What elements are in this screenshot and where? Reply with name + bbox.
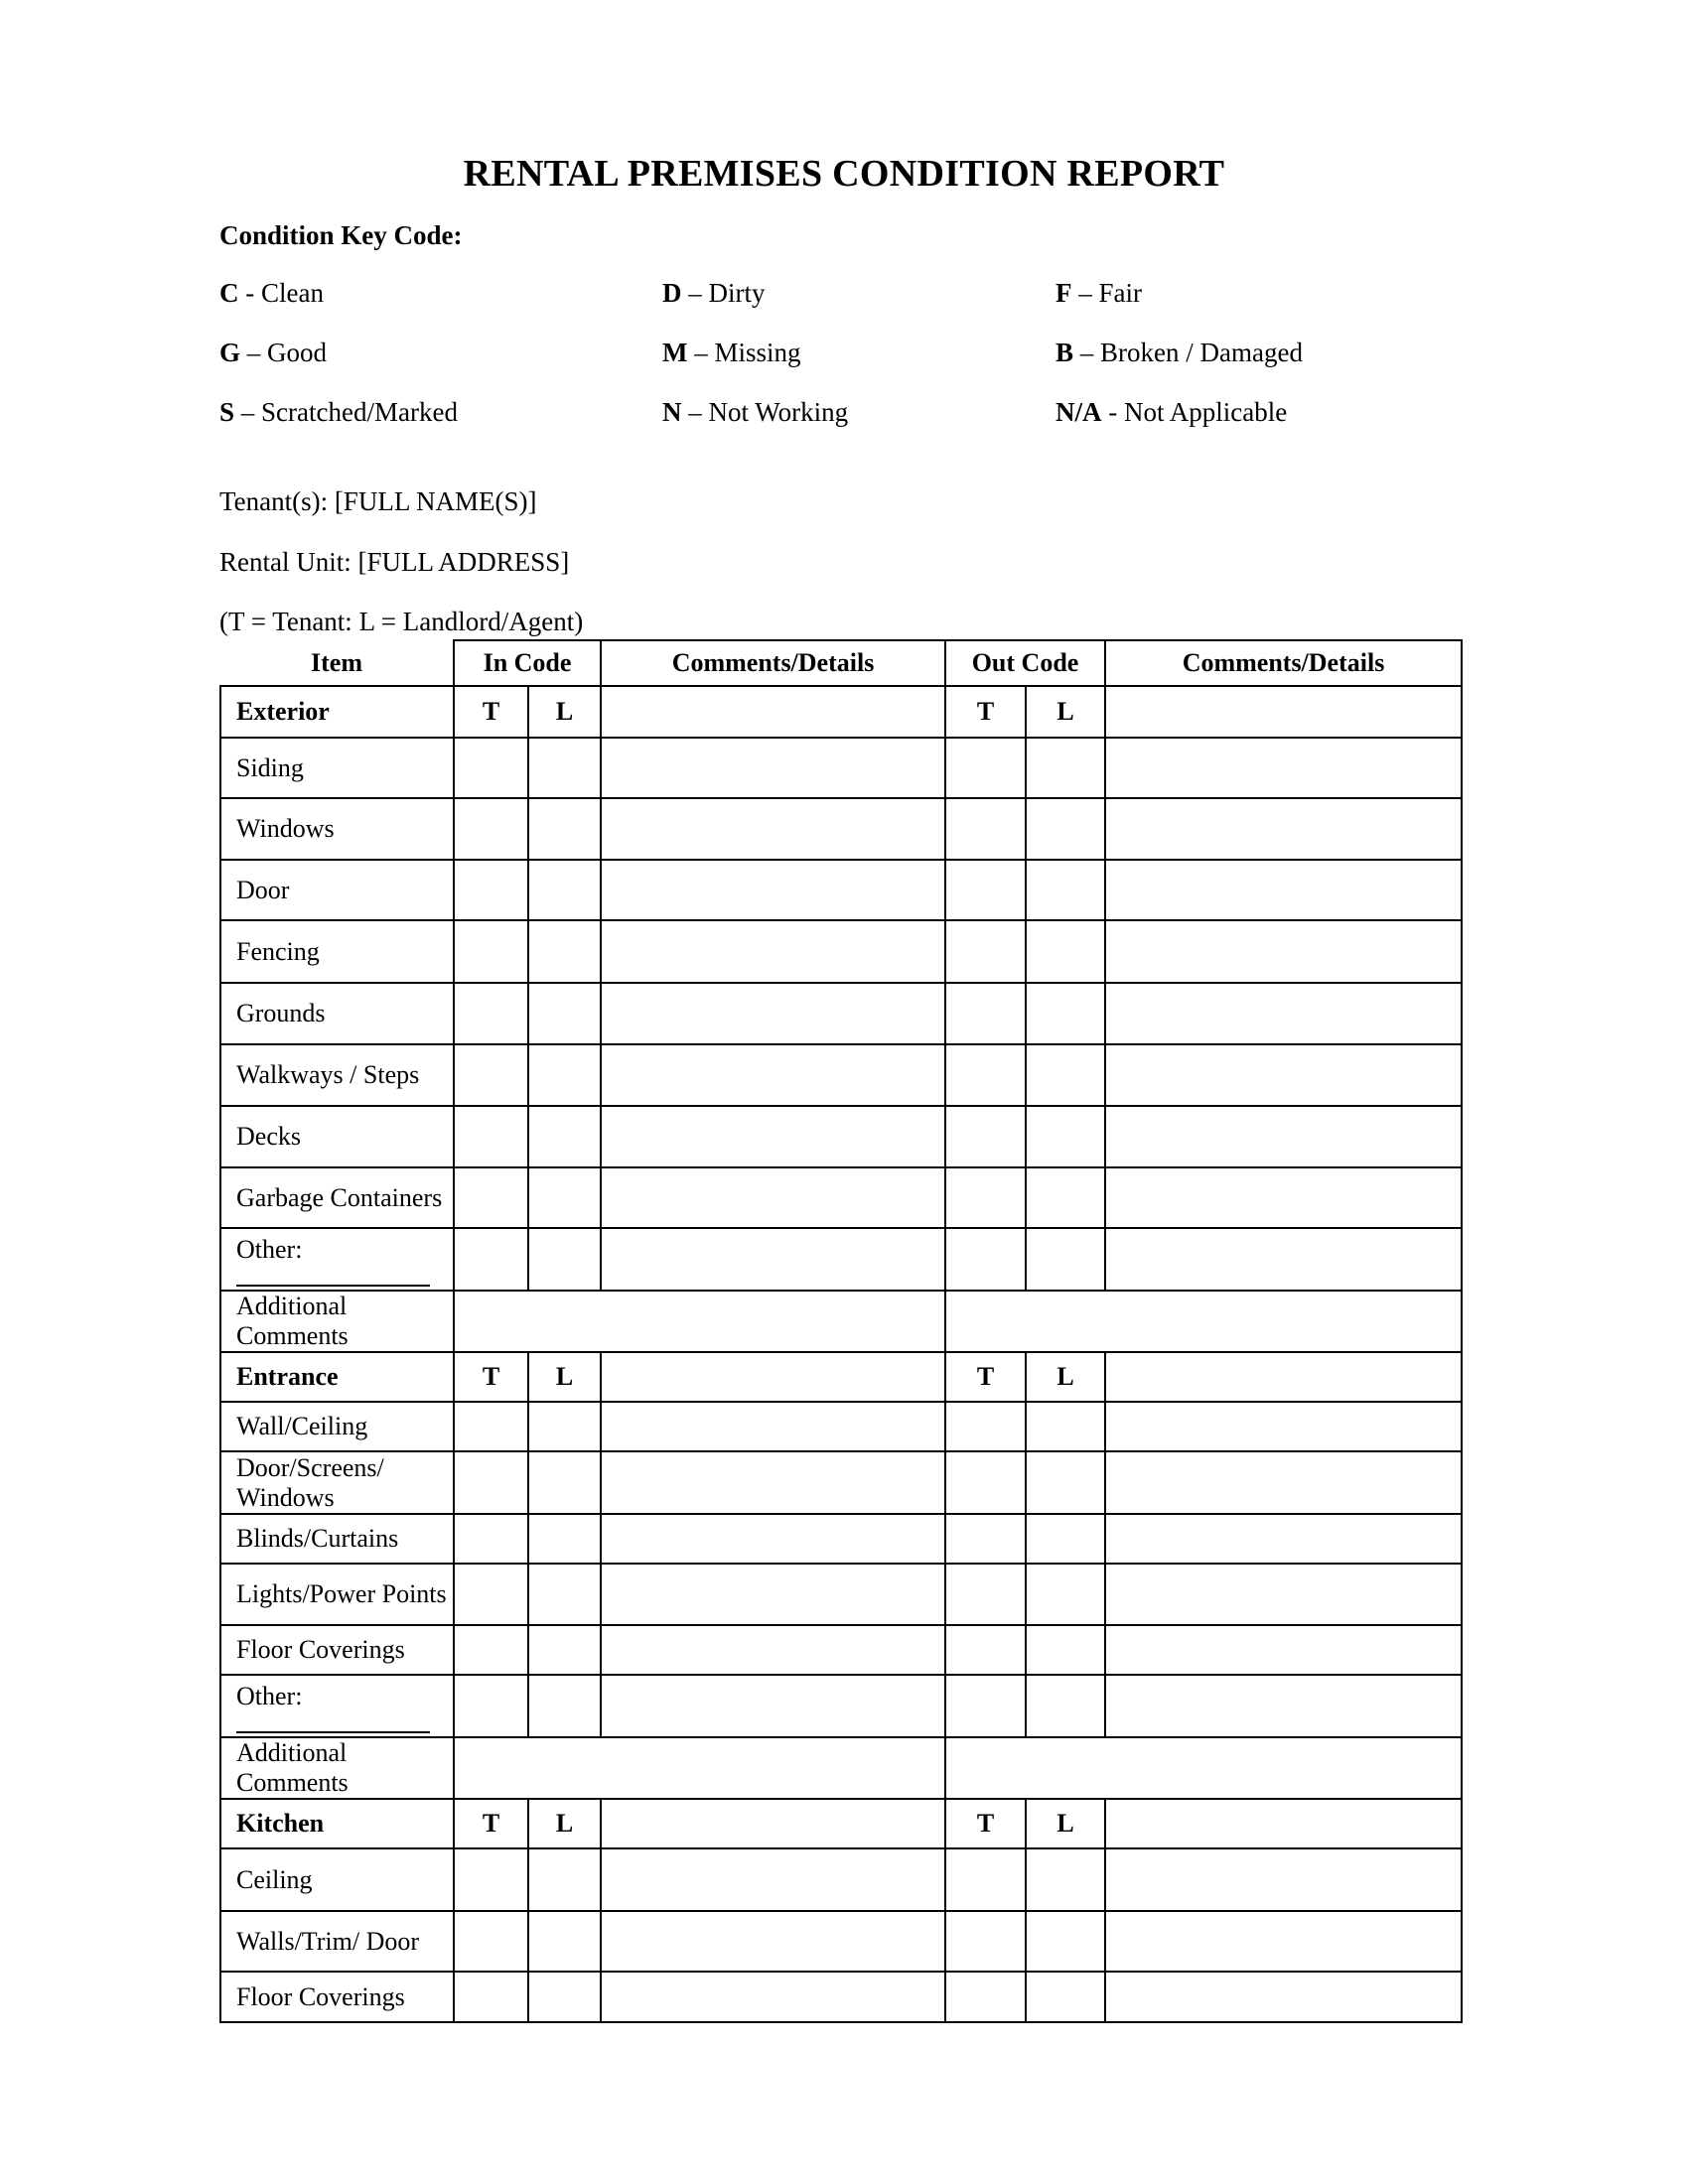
out-l-cell[interactable] xyxy=(1026,1167,1105,1228)
header-comments-out: Comments/Details xyxy=(1105,640,1462,686)
out-l-cell[interactable] xyxy=(1026,1228,1105,1291)
item-label: Fencing xyxy=(220,920,454,983)
table-row xyxy=(220,983,1462,1044)
item-label: Blinds/Curtains xyxy=(220,1514,454,1564)
in-l-cell[interactable] xyxy=(528,1228,601,1291)
table-row xyxy=(220,1564,1462,1625)
additional-comments-out-cell[interactable] xyxy=(945,1291,1462,1352)
item-label: Other: xyxy=(236,1682,303,1710)
comments-in-cell[interactable] xyxy=(601,860,945,920)
comments-in-cell[interactable] xyxy=(601,1564,945,1625)
comments-in-cell[interactable] xyxy=(601,1228,945,1291)
in-t-cell[interactable] xyxy=(454,738,528,798)
comments-out-cell[interactable] xyxy=(1105,1972,1462,2022)
table-row xyxy=(220,1514,1462,1564)
out-l-cell[interactable] xyxy=(1026,1625,1105,1675)
out-t-cell[interactable] xyxy=(945,860,1026,920)
in-l-cell[interactable] xyxy=(528,1044,601,1106)
out-t-cell[interactable] xyxy=(945,798,1026,860)
item-label: Other: xyxy=(236,1235,303,1264)
tenants-field: Tenant(s): [FULL NAME(S)] xyxy=(219,486,537,516)
comments-in-cell[interactable] xyxy=(601,1911,945,1972)
out-l-cell[interactable] xyxy=(1026,798,1105,860)
comments-out-cell[interactable] xyxy=(1105,1911,1462,1972)
out-t-cell[interactable] xyxy=(945,983,1026,1044)
section-label: Entrance xyxy=(220,1352,454,1402)
item-label: Walkways / Steps xyxy=(220,1044,454,1106)
in-l-cell[interactable] xyxy=(528,1911,601,1972)
other-blank-line[interactable] xyxy=(236,1711,430,1733)
in-t-cell[interactable] xyxy=(454,860,528,920)
comments-out-cell[interactable] xyxy=(1105,798,1462,860)
comments-out-cell[interactable] xyxy=(1105,1799,1462,1848)
table-row xyxy=(220,1451,1462,1514)
out-l-cell[interactable] xyxy=(1026,1564,1105,1625)
comments-in-cell[interactable] xyxy=(601,738,945,798)
out-l-cell[interactable] xyxy=(1026,1044,1105,1106)
out-l-cell[interactable] xyxy=(1026,1972,1105,2022)
item-label: Floor Coverings xyxy=(220,1625,454,1675)
table-header-row xyxy=(220,640,1462,686)
key-code-dirty: D – Dirty xyxy=(662,278,766,308)
comments-out-cell[interactable] xyxy=(1105,983,1462,1044)
condition-table xyxy=(219,639,1463,2023)
item-label: Door/Screens/ Windows xyxy=(220,1451,454,1514)
comments-in-cell[interactable] xyxy=(601,1514,945,1564)
other-blank-line[interactable] xyxy=(236,1265,430,1287)
in-l-cell[interactable] xyxy=(528,1514,601,1564)
item-label: Windows xyxy=(220,798,454,860)
out-t-cell[interactable] xyxy=(945,1848,1026,1911)
key-code-not-applicable: N/A - Not Applicable xyxy=(1055,397,1288,427)
comments-in-cell[interactable] xyxy=(601,1352,945,1402)
header-comments-in: Comments/Details xyxy=(601,640,945,686)
comments-out-cell[interactable] xyxy=(1105,1167,1462,1228)
out-l-cell[interactable] xyxy=(1026,1848,1105,1911)
in-t-cell[interactable] xyxy=(454,1451,528,1514)
comments-in-cell[interactable] xyxy=(601,983,945,1044)
comments-out-cell[interactable] xyxy=(1105,1675,1462,1737)
additional-comments-row xyxy=(220,1737,1462,1799)
in-t-label: T xyxy=(454,686,528,738)
key-code-not-working: N – Not Working xyxy=(662,397,849,427)
comments-in-cell[interactable] xyxy=(601,686,945,738)
table-row xyxy=(220,1044,1462,1106)
out-t-cell[interactable] xyxy=(945,1402,1026,1451)
key-code-fair: F – Fair xyxy=(1055,278,1142,308)
section-row-exterior xyxy=(220,686,1462,738)
table-row-other xyxy=(220,1228,1462,1291)
key-code-broken: B – Broken / Damaged xyxy=(1055,338,1303,367)
additional-comments-in-cell[interactable] xyxy=(454,1291,945,1352)
comments-in-cell[interactable] xyxy=(601,1625,945,1675)
comments-out-cell[interactable] xyxy=(1105,1352,1462,1402)
additional-comments-label: Additional Comments xyxy=(220,1291,454,1352)
out-t-cell[interactable] xyxy=(945,1451,1026,1514)
in-t-label: T xyxy=(454,1799,528,1848)
in-l-cell[interactable] xyxy=(528,1402,601,1451)
table-row xyxy=(220,1972,1462,2022)
out-t-cell[interactable] xyxy=(945,1911,1026,1972)
table-row xyxy=(220,1911,1462,1972)
out-t-label: T xyxy=(945,1799,1026,1848)
in-l-cell[interactable] xyxy=(528,860,601,920)
comments-out-cell[interactable] xyxy=(1105,1625,1462,1675)
table-row xyxy=(220,1848,1462,1911)
page-title: RENTAL PREMISES CONDITION REPORT xyxy=(463,153,1225,195)
out-l-cell[interactable] xyxy=(1026,738,1105,798)
table-row xyxy=(220,1625,1462,1675)
in-t-cell[interactable] xyxy=(454,1228,528,1291)
table-row xyxy=(220,860,1462,920)
comments-out-cell[interactable] xyxy=(1105,1044,1462,1106)
in-t-cell[interactable] xyxy=(454,1106,528,1167)
rental-unit-field: Rental Unit: [FULL ADDRESS] xyxy=(219,547,570,577)
section-label: Exterior xyxy=(220,686,454,738)
out-t-cell[interactable] xyxy=(945,1044,1026,1106)
comments-in-cell[interactable] xyxy=(601,1044,945,1106)
key-code-missing: M – Missing xyxy=(662,338,801,367)
tenant-landlord-legend: (T = Tenant: L = Landlord/Agent) xyxy=(219,607,584,636)
out-t-cell[interactable] xyxy=(945,1106,1026,1167)
in-l-cell[interactable] xyxy=(528,1625,601,1675)
in-t-cell[interactable] xyxy=(454,1675,528,1737)
table-row xyxy=(220,1402,1462,1451)
comments-in-cell[interactable] xyxy=(601,1972,945,2022)
key-code-clean: C - Clean xyxy=(219,278,324,308)
out-l-cell[interactable] xyxy=(1026,1451,1105,1514)
in-t-cell[interactable] xyxy=(454,1564,528,1625)
comments-in-cell[interactable] xyxy=(601,1675,945,1737)
in-t-cell[interactable] xyxy=(454,1911,528,1972)
out-l-cell[interactable] xyxy=(1026,1675,1105,1737)
comments-in-cell[interactable] xyxy=(601,1167,945,1228)
comments-out-cell[interactable] xyxy=(1105,1228,1462,1291)
in-t-cell[interactable] xyxy=(454,983,528,1044)
in-l-cell[interactable] xyxy=(528,1675,601,1737)
out-l-cell[interactable] xyxy=(1026,1402,1105,1451)
condition-key-heading: Condition Key Code: xyxy=(219,220,463,250)
out-t-cell[interactable] xyxy=(945,1564,1026,1625)
comments-out-cell[interactable] xyxy=(1105,686,1462,738)
item-label: Wall/Ceiling xyxy=(220,1402,454,1451)
table-row xyxy=(220,1106,1462,1167)
in-l-cell[interactable] xyxy=(528,738,601,798)
additional-comments-label: Additional Comments xyxy=(220,1737,454,1799)
comments-out-cell[interactable] xyxy=(1105,738,1462,798)
out-t-label: T xyxy=(945,1352,1026,1402)
in-t-cell[interactable] xyxy=(454,798,528,860)
out-l-cell[interactable] xyxy=(1026,860,1105,920)
out-l-label: L xyxy=(1026,1799,1105,1848)
out-l-cell[interactable] xyxy=(1026,1106,1105,1167)
in-t-cell[interactable] xyxy=(454,920,528,983)
comments-out-cell[interactable] xyxy=(1105,1514,1462,1564)
out-l-cell[interactable] xyxy=(1026,983,1105,1044)
comments-in-cell[interactable] xyxy=(601,798,945,860)
in-l-cell[interactable] xyxy=(528,920,601,983)
item-label: Ceiling xyxy=(220,1848,454,1911)
table-row-other xyxy=(220,1675,1462,1737)
additional-comments-row xyxy=(220,1291,1462,1352)
section-label: Kitchen xyxy=(220,1799,454,1848)
in-l-cell[interactable] xyxy=(528,798,601,860)
item-label: Door xyxy=(220,860,454,920)
table-row xyxy=(220,798,1462,860)
in-l-cell[interactable] xyxy=(528,1848,601,1911)
in-t-cell[interactable] xyxy=(454,1167,528,1228)
in-l-label: L xyxy=(528,686,601,738)
section-row-kitchen xyxy=(220,1799,1462,1848)
table-row xyxy=(220,1167,1462,1228)
comments-in-cell[interactable] xyxy=(601,1451,945,1514)
item-label: Decks xyxy=(220,1106,454,1167)
additional-comments-out-cell[interactable] xyxy=(945,1737,1462,1799)
in-l-cell[interactable] xyxy=(528,1106,601,1167)
in-t-cell[interactable] xyxy=(454,1972,528,2022)
in-l-cell[interactable] xyxy=(528,1167,601,1228)
out-t-cell[interactable] xyxy=(945,1675,1026,1737)
out-t-cell[interactable] xyxy=(945,1972,1026,2022)
in-t-label: T xyxy=(454,1352,528,1402)
out-t-cell[interactable] xyxy=(945,738,1026,798)
out-l-label: L xyxy=(1026,686,1105,738)
in-l-cell[interactable] xyxy=(528,1972,601,2022)
out-t-cell[interactable] xyxy=(945,1167,1026,1228)
in-l-label: L xyxy=(528,1799,601,1848)
in-l-cell[interactable] xyxy=(528,1564,601,1625)
item-label: Walls/Trim/ Door xyxy=(220,1911,454,1972)
comments-out-cell[interactable] xyxy=(1105,920,1462,983)
comments-in-cell[interactable] xyxy=(601,920,945,983)
item-label: Lights/Power Points xyxy=(220,1564,454,1625)
comments-in-cell[interactable] xyxy=(601,1402,945,1451)
comments-out-cell[interactable] xyxy=(1105,1106,1462,1167)
header-in-code: In Code xyxy=(454,640,601,686)
out-l-cell[interactable] xyxy=(1026,1911,1105,1972)
comments-in-cell[interactable] xyxy=(601,1848,945,1911)
out-l-label: L xyxy=(1026,1352,1105,1402)
additional-comments-in-cell[interactable] xyxy=(454,1737,945,1799)
out-l-cell[interactable] xyxy=(1026,920,1105,983)
in-l-label: L xyxy=(528,1352,601,1402)
out-l-cell[interactable] xyxy=(1026,1514,1105,1564)
item-label: Garbage Containers xyxy=(220,1167,454,1228)
comments-out-cell[interactable] xyxy=(1105,1564,1462,1625)
comments-out-cell[interactable] xyxy=(1105,1451,1462,1514)
section-row-entrance xyxy=(220,1352,1462,1402)
comments-out-cell[interactable] xyxy=(1105,860,1462,920)
table-row xyxy=(220,920,1462,983)
out-t-cell[interactable] xyxy=(945,1625,1026,1675)
comments-out-cell[interactable] xyxy=(1105,1848,1462,1911)
in-t-cell[interactable] xyxy=(454,1514,528,1564)
in-t-cell[interactable] xyxy=(454,1625,528,1675)
key-code-good: G – Good xyxy=(219,338,328,367)
out-t-cell[interactable] xyxy=(945,1514,1026,1564)
out-t-label: T xyxy=(945,686,1026,738)
comments-out-cell[interactable] xyxy=(1105,1402,1462,1451)
in-t-cell[interactable] xyxy=(454,1044,528,1106)
other-item-cell xyxy=(220,1675,454,1737)
in-l-cell[interactable] xyxy=(528,1451,601,1514)
key-code-scratched: S – Scratched/Marked xyxy=(219,397,458,427)
table-row xyxy=(220,738,1462,798)
header-out-code: Out Code xyxy=(945,640,1105,686)
item-label: Floor Coverings xyxy=(220,1972,454,2022)
comments-in-cell[interactable] xyxy=(601,1106,945,1167)
in-t-cell[interactable] xyxy=(454,1402,528,1451)
item-label: Grounds xyxy=(220,983,454,1044)
other-item-cell xyxy=(220,1228,454,1291)
in-t-cell[interactable] xyxy=(454,1848,528,1911)
in-l-cell[interactable] xyxy=(528,983,601,1044)
header-item: Item xyxy=(220,640,454,686)
item-label: Siding xyxy=(220,738,454,798)
comments-in-cell[interactable] xyxy=(601,1799,945,1848)
out-t-cell[interactable] xyxy=(945,1228,1026,1291)
out-t-cell[interactable] xyxy=(945,920,1026,983)
